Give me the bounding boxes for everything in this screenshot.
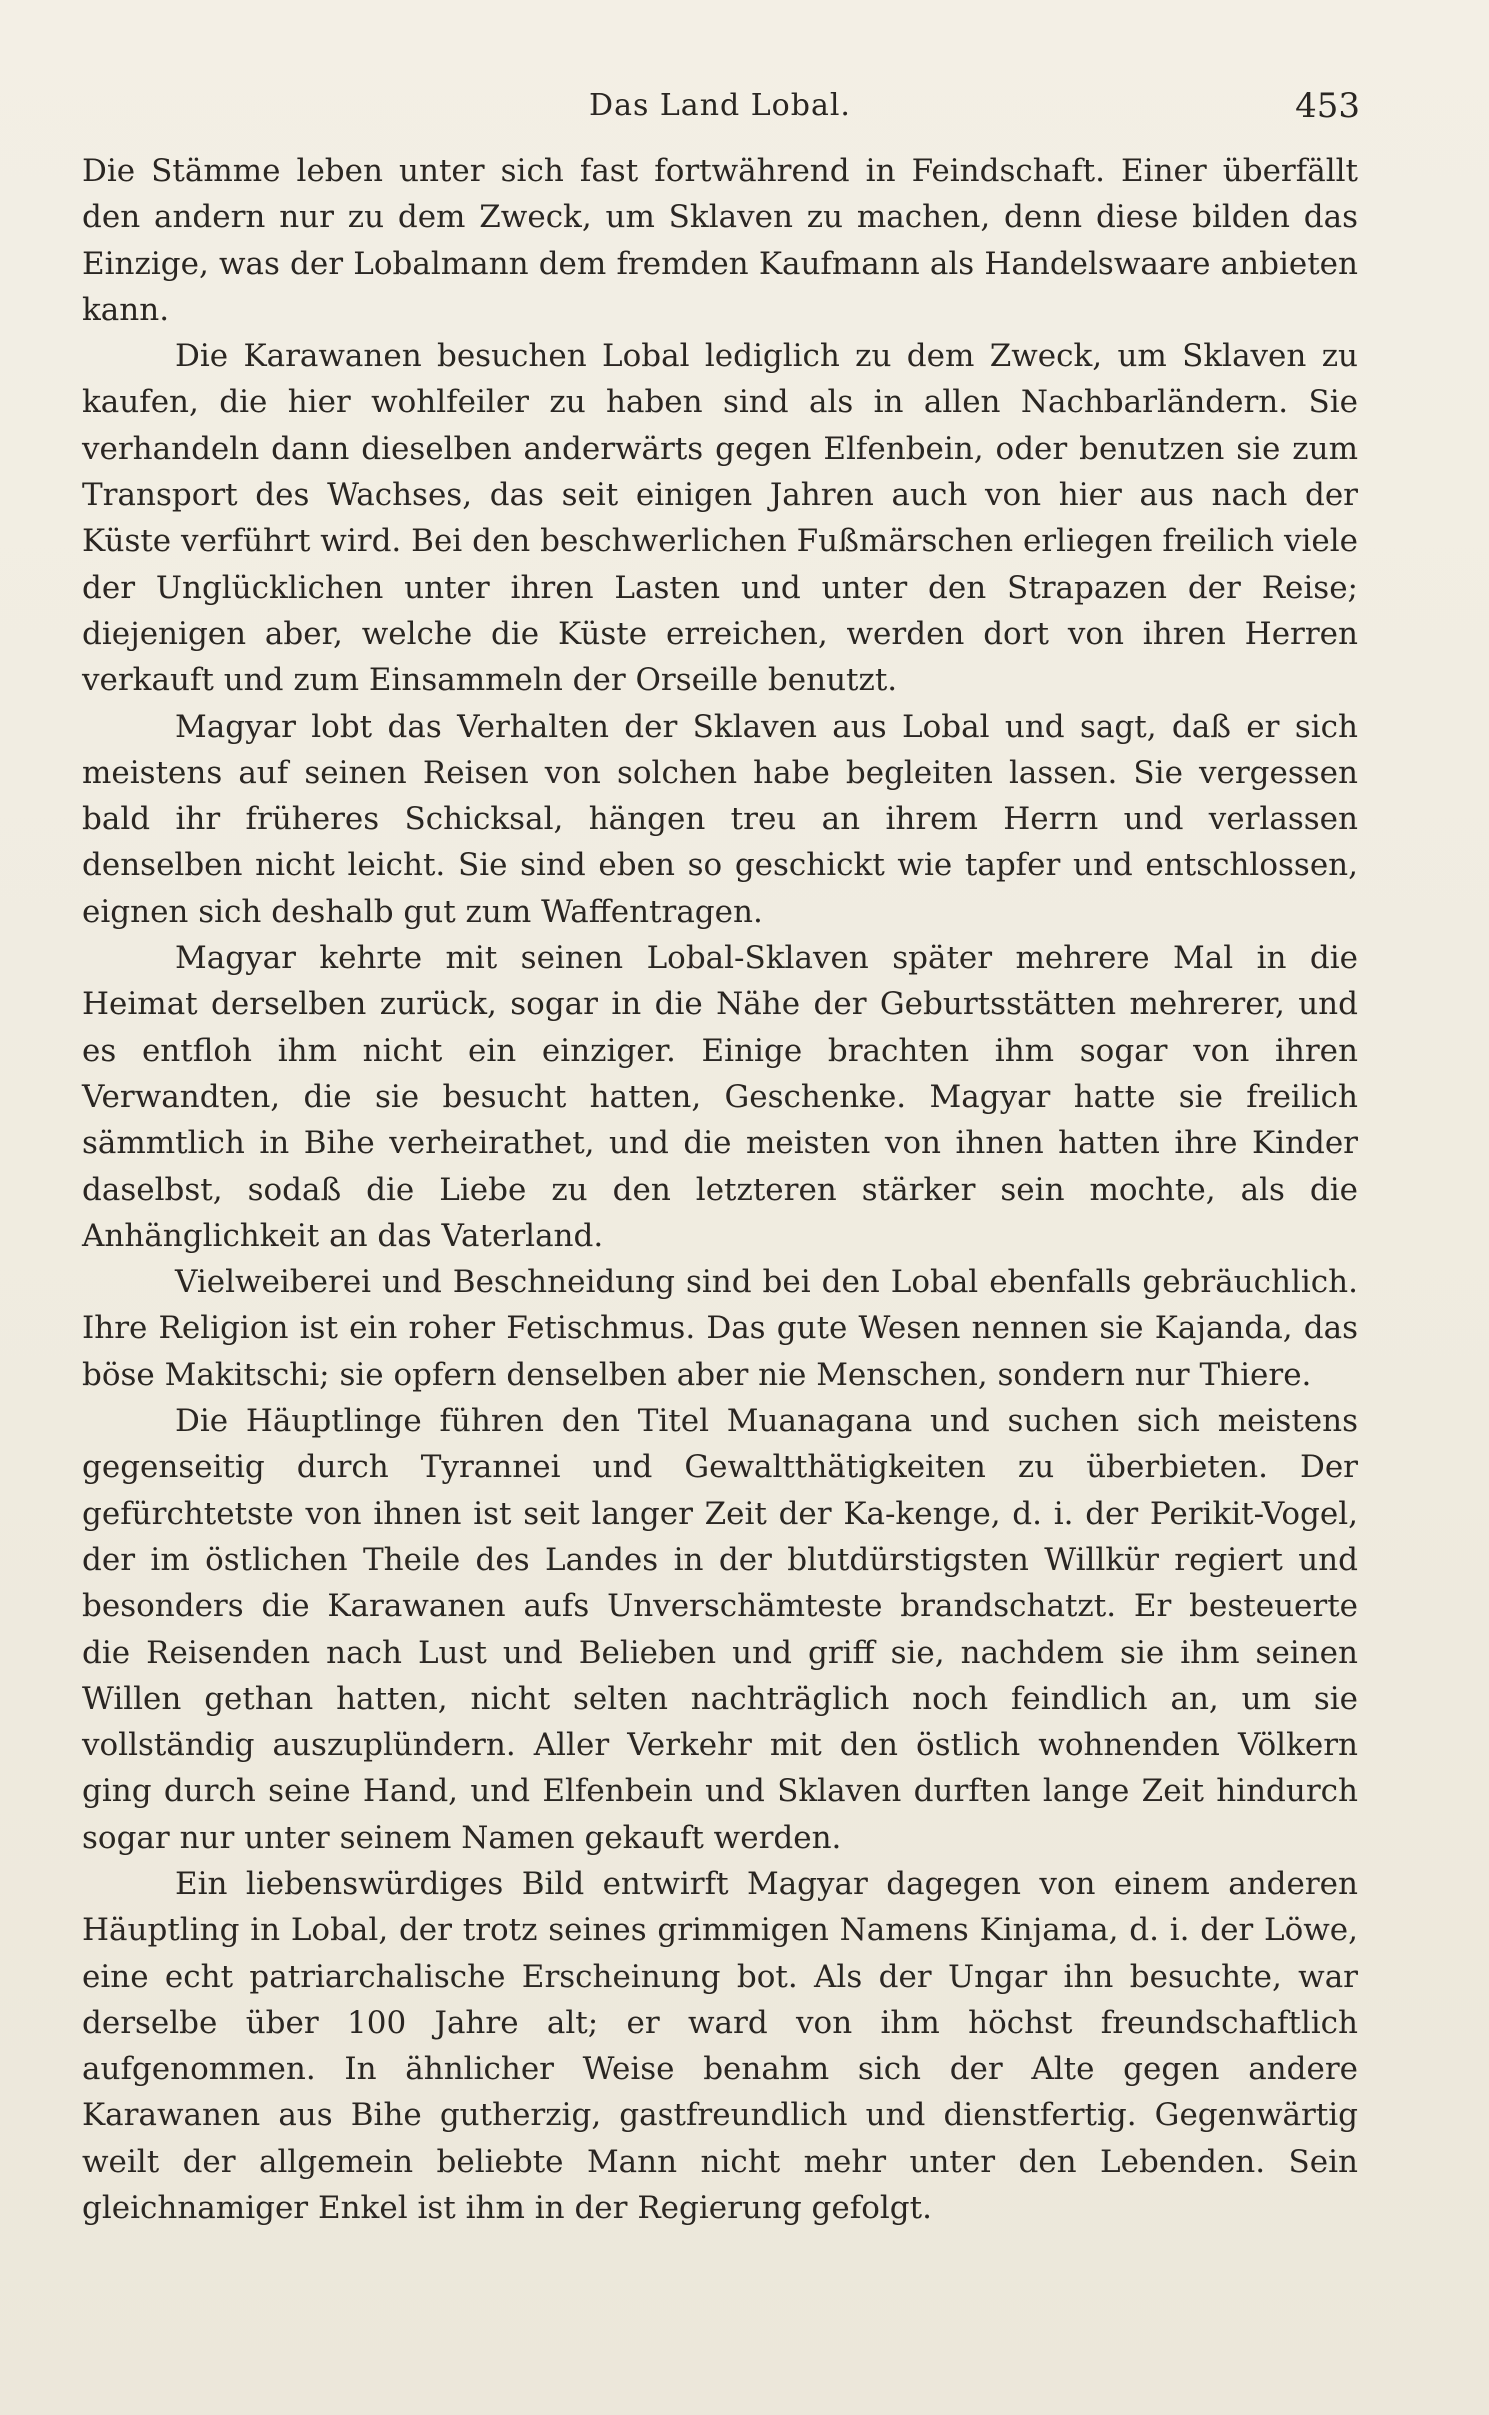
body-text xyxy=(82,148,1358,2231)
page-header xyxy=(80,88,1360,138)
paragraph: Die Stämme leben unter sich fast fortwährend in Feindschaft. Einer überfällt den andern nur zu dem Zweck, um Sklaven zu machen, denn diese bilden das Einzige, was der Lobalmann dem fremden Kaufmann als Handelswaare anbieten kann. xyxy=(82,153,1358,328)
page-number: 453 xyxy=(1295,86,1360,126)
paragraph: Die Häuptlinge führen den Titel Muanagana und suchen sich meistens gegenseitig durch Tyrannei und Gewaltthätigkeiten zu überbieten. Der gefürchtetste von ihnen ist seit langer Zeit der Ka-kenge, d. i. der Perikit-Vogel, der im östlichen Theile des Landes in der blutdürstigsten Willkür regiert und besonders die Karawanen aufs Unverschämteste brandschatzt. Er besteuerte die Reisenden nach Lust und Belieben und griff sie, nachdem sie ihm seinen Willen gethan hatten, nicht selten nachträglich noch feindlich an, um sie vollständig auszuplündern. Aller Verkehr mit den östlich wohnenden Völkern ging durch seine Hand, und Elfenbein und Sklaven durften lange Zeit hindurch sogar nur unter seinem Namen gekauft werden. xyxy=(82,1403,1358,1856)
paragraph: Magyar kehrte mit seinen Lobal-Sklaven später mehrere Mal in die Heimat derselben zurück, sogar in die Nähe der Geburtsstätten mehrerer, und es entfloh ihm nicht ein einziger. Einige brachten ihm sogar von ihren Verwandten, die sie besucht hatten, Geschenke. Magyar hatte sie freilich sämmtlich in Bihe verheirathet, und die meisten von ihnen hatten ihre Kinder daselbst, sodaß die Liebe zu den letzteren stärker sein mochte, als die Anhänglichkeit an das Vaterland. xyxy=(82,940,1358,1254)
paragraph: Die Karawanen besuchen Lobal lediglich zu dem Zweck, um Sklaven zu kaufen, die hier wohlfeiler zu haben sind als in allen Nachbarländern. Sie verhandeln dann dieselben anderwärts gegen Elfenbein, oder benutzen sie zum Transport des Wachses, das seit einigen Jahren auch von hier aus nach der Küste verführt wird. Bei den beschwerlichen Fußmärschen erliegen freilich viele der Unglücklichen unter ihren Lasten und unter den Strapazen der Reise; diejenigen aber, welche die Küste erreichen, werden dort von ihren Herren verkauft und zum Einsammeln der Orseille benutzt. xyxy=(82,338,1358,699)
paragraph: Ein liebenswürdiges Bild entwirft Magyar dagegen von einem anderen Häuptling in Lobal, der trotz seines grimmigen Namens Kinjama, d. i. der Löwe, eine echt patriarchalische Erscheinung bot. Als der Ungar ihn besuchte, war derselbe über 100 Jahre alt; er ward von ihm höchst freundschaftlich aufgenommen. In ähnlicher Weise benahm sich der Alte gegen andere Karawanen aus Bihe gutherzig, gastfreundlich und dienstfertig. Gegenwärtig weilt der allgemein beliebte Mann nicht mehr unter den Lebenden. Sein gleichnamiger Enkel ist ihm in der Regierung gefolgt. xyxy=(82,1865,1358,2227)
paragraph: Vielweiberei und Beschneidung sind bei den Lobal ebenfalls gebräuchlich. Ihre Religion ist ein roher Fetischmus. Das gute Wesen nennen sie Kajanda, das böse Makitschi; sie opfern denselben aber nie Menschen, sondern nur Thiere. xyxy=(82,1264,1358,1393)
running-title: Das Land Lobal. xyxy=(589,88,851,123)
paragraph: Magyar lobt das Verhalten der Sklaven aus Lobal und sagt, daß er sich meistens auf seinen Reisen von solchen habe begleiten lassen. Sie vergessen bald ihr früheres Schicksal, hängen treu an ihrem Herrn und verlassen denselben nicht leicht. Sie sind eben so geschickt wie tapfer und entschlossen, eignen sich deshalb gut zum Waffentragen. xyxy=(82,708,1358,930)
